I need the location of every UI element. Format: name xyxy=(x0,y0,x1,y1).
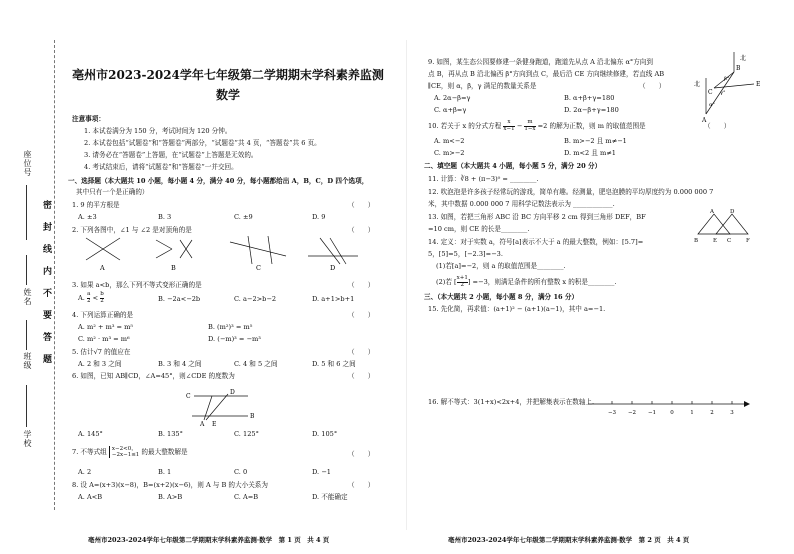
number-line-tick-label: 1 xyxy=(690,410,694,416)
q8-option-c[interactable]: C. A=B xyxy=(234,493,259,501)
q7-option-d[interactable]: D. −1 xyxy=(312,468,331,476)
q9-label-alpha: α° xyxy=(709,102,715,108)
question-5: 5. 估计√7 的值应在 xyxy=(72,348,131,356)
question-12-line-2: 米，其中数据 0.000 000 7 用科学记数法表示为 ____________. xyxy=(428,200,615,208)
q9-label-c: C xyxy=(708,89,713,96)
q5-option-a[interactable]: A. 2 和 3 之间 xyxy=(78,360,122,368)
q5-option-c[interactable]: C. 4 和 5 之间 xyxy=(234,360,278,368)
question-12-line-1: 12. 吹泡泡是许多孩子经常玩的游戏，简单有趣。经测量，肥皂泡膜的平均厚度约为 0.000 000 7 xyxy=(428,188,714,196)
answer-paren-5[interactable]: （ ） xyxy=(348,348,375,356)
q13-label-d: D xyxy=(730,209,735,215)
note-3: 3. 请务必在“答题卷”上答题，在“试题卷”上答题是无效的。 xyxy=(84,151,258,159)
q6-label-b: B xyxy=(250,413,255,420)
question-2: 2. 下列各图中，∠1 与 ∠2 是对顶角的是 xyxy=(72,226,192,234)
q4-option-c[interactable]: C. m² · m³ = m⁶ xyxy=(78,335,130,343)
q3-option-c[interactable]: C. a−2>b−2 xyxy=(234,295,277,303)
q14-part2-prefix: (2)若 xyxy=(436,278,452,286)
subject-title: 数学 xyxy=(215,88,240,102)
page-divider xyxy=(406,40,407,530)
q3-frac-b-den: 2 xyxy=(100,297,104,304)
q8-option-d[interactable]: D. 不能确定 xyxy=(312,493,348,501)
answer-paren-1[interactable]: （ ） xyxy=(348,201,375,209)
q10-frac-1-num: x xyxy=(503,120,514,127)
q13-label-b: B xyxy=(694,238,699,244)
question-3: 3. 如果 a<b，那么下列不等式变形正确的是 xyxy=(72,281,202,289)
q14-frac-num: x+1 xyxy=(456,275,468,281)
answer-paren-2[interactable]: （ ） xyxy=(348,226,375,234)
q3-frac-b-num: b xyxy=(100,291,104,297)
q1-option-d[interactable]: D. 9 xyxy=(312,213,326,221)
section-3-heading: 三、（本大题共 2 小题，每小题 8 分，满分 16 分） xyxy=(424,293,579,301)
q5-option-d[interactable]: D. 5 和 6 之间 xyxy=(312,360,356,368)
q2-figure-a xyxy=(86,238,120,260)
q2-label-a: A xyxy=(100,264,105,272)
q2-figure-c xyxy=(230,236,286,264)
q14-bracket-close: ] xyxy=(467,278,471,286)
q10-frac-2-den: 1−x xyxy=(524,125,536,132)
section-1-subheading: 其中只有一个是正确的） xyxy=(76,188,149,196)
q9-option-d[interactable]: D. 2α−β+γ=180 xyxy=(564,106,619,114)
q8-option-b[interactable]: B. A>B xyxy=(158,493,183,501)
q14-bracket-open: [ xyxy=(454,278,457,286)
answer-paren-10[interactable]: （ ） xyxy=(704,122,731,130)
question-16: 16. 解不等式：3(1+x)<2x+4，并把解集表示在数轴上. xyxy=(428,398,595,406)
question-9-line-3: ∥CE，则 α，β，γ 满足的数量关系是 xyxy=(428,82,537,90)
q10-frac-2-num: m xyxy=(524,120,535,127)
q9-label-b: B xyxy=(736,65,741,72)
q4-option-d[interactable]: D. (−m)³ = −m³ xyxy=(208,335,261,343)
seal-text: 密封线内不要答题 xyxy=(41,200,51,376)
q9-label-gamma: γ° xyxy=(720,90,726,96)
q6-label-a: A xyxy=(200,421,205,428)
question-9-line-2: 点 B，再从点 B 沿北偏西 β°方向到点 C，最后沿 CE 方向继续修建，若直线 AB xyxy=(428,70,665,78)
q9-label-e: E xyxy=(756,81,761,88)
q1-option-a[interactable]: A. ±3 xyxy=(78,213,97,221)
q4-option-a[interactable]: A. m² + m³ = m⁵ xyxy=(78,323,134,331)
q10-option-d[interactable]: D. m<2 且 m≠1 xyxy=(564,149,616,157)
answer-paren-8[interactable]: （ ） xyxy=(348,481,375,489)
question-11: 11. 计算：∛8 + (π−3)⁰ = ________. xyxy=(428,175,539,183)
question-9-line-1: 9. 如图，某生态公园要修建一条健身跑道，跑道先从点 A 沿北偏东 α°方向到 xyxy=(428,58,653,66)
q6-option-b[interactable]: B. 135° xyxy=(158,430,183,438)
school-field[interactable] xyxy=(26,385,27,427)
q10-suffix: =2 的解为正数，则 m 的取值范围是 xyxy=(537,122,646,130)
page-2-footer: 亳州市2023-2024学年七年级第二学期期末学科素养监测·数学 第 2 页 共 4 页 xyxy=(448,536,690,544)
section-2-heading: 二、填空题（本大题共 4 小题，每小题 5 分，满分 20 分） xyxy=(424,162,602,170)
q7-suffix: 的最大整数解是 xyxy=(141,448,188,457)
q2-figure-d xyxy=(308,238,358,264)
q3-lt: < xyxy=(92,294,99,302)
question-14-line-1: 14. 定义：对于实数 a，符号[a]表示不大于 a 的最大整数，例如：[5.7]= xyxy=(428,238,644,246)
q7-prefix: 7. 不等式组 xyxy=(72,448,107,457)
q3-option-a[interactable] xyxy=(78,292,104,304)
q13-label-f: F xyxy=(746,238,750,244)
q10-option-a[interactable]: A. m<−2 xyxy=(434,137,465,145)
exam-title: 亳州市2023-2024学年七年级第二学期期末学科素养监测 xyxy=(72,68,384,82)
school-label: 学校 xyxy=(23,430,32,448)
binding-margin xyxy=(0,0,62,554)
q10-frac-2 xyxy=(524,120,535,132)
question-13-line-2: =10 cm，则 CE 的长是________. xyxy=(428,225,530,233)
q10-option-c[interactable]: C. m>−2 xyxy=(434,149,465,157)
q6-label-d: D xyxy=(230,389,235,396)
question-1: 1. 9 的平方根是 xyxy=(72,201,120,209)
class-label: 班级 xyxy=(23,352,32,370)
question-14-part-2 xyxy=(436,276,616,288)
q7-system-line-1: x−2<0， xyxy=(111,446,137,452)
q14-frac xyxy=(457,276,468,288)
q2-figure-b xyxy=(156,240,192,258)
q9-option-b[interactable]: B. α+β+γ=180 xyxy=(564,94,615,102)
answer-paren-9[interactable]: （ ） xyxy=(639,82,666,90)
number-line-tick-label: 2 xyxy=(710,410,714,416)
q3-option-d[interactable]: D. a+1>b+1 xyxy=(312,295,355,303)
question-14-part-1: (1)若[a]=−2，则 a 的取值范围是________. xyxy=(436,262,566,270)
q6-option-a[interactable]: A. 145° xyxy=(78,430,103,438)
q6-label-c: C xyxy=(186,393,191,400)
question-15: 15. 先化简，再求值：(a+1)² − (a+1)(a−1)，其中 a=−1. xyxy=(428,305,606,313)
q9-north-label-1: 北 xyxy=(740,55,747,62)
question-4: 4. 下列运算正确的是 xyxy=(72,311,134,319)
question-7 xyxy=(72,446,188,458)
note-1: 1. 本试卷满分为 150 分，考试时间为 120 分钟。 xyxy=(84,127,232,135)
q7-system xyxy=(109,446,139,458)
answer-paren-3[interactable]: （ ） xyxy=(348,281,375,289)
q7-system-line-2: −2x−1≤1 xyxy=(111,452,140,459)
number-line-tick-label: −2 xyxy=(627,410,637,416)
q9-north-label-2: 北 xyxy=(694,81,701,88)
q15-answer-space[interactable] xyxy=(428,318,768,388)
note-2: 2. 本试卷包括“试题卷”和“答题卷”两部分，“试题卷”共 4 页，“答题卷”共 6 页。 xyxy=(84,139,321,147)
note-4: 4. 考试结束后，请将“试题卷”和“答题卷”一并交回。 xyxy=(84,163,238,171)
number-line-ticks xyxy=(608,401,734,416)
notes-heading: 注意事项： xyxy=(72,115,105,123)
question-10 xyxy=(428,120,646,132)
q9-option-c[interactable]: C. α+β=γ xyxy=(434,106,467,114)
q3-frac-a-den: 2 xyxy=(86,297,91,304)
q13-label-a: A xyxy=(710,209,714,215)
q6-option-c[interactable]: C. 125° xyxy=(234,430,259,438)
q2-figures xyxy=(68,234,388,272)
seal-line xyxy=(54,40,55,510)
number-line-tick-label: 3 xyxy=(730,410,734,416)
q4-option-b[interactable]: B. (m²)³ = m⁵ xyxy=(208,323,253,331)
q3-frac-a-num: a xyxy=(87,291,91,297)
q9-label-a: A xyxy=(702,117,707,124)
q6-figure xyxy=(186,384,266,428)
question-6: 6. 如图，已知 AB∥CD，∠A=45°，则∠CDE 的度数为 xyxy=(72,372,235,380)
q9-option-a[interactable]: A. 2α−β=γ xyxy=(434,94,471,102)
page-1-footer: 亳州市2023-2024学年七年级第二学期期末学科素养监测·数学 第 1 页 共 4 页 xyxy=(88,536,330,544)
number-line-tick-label: 0 xyxy=(670,410,674,416)
q10-minus: − xyxy=(516,122,523,130)
q1-option-b[interactable]: B. 3 xyxy=(158,213,172,221)
q14-part2-suffix: =−3，则满足条件的所有整数 x 的积是________. xyxy=(472,278,617,286)
q9-label-beta: β° xyxy=(724,76,730,82)
q10-frac-1-den: x−1 xyxy=(503,125,515,132)
q7-option-a[interactable]: A. 2 xyxy=(78,468,92,476)
name-field[interactable] xyxy=(26,255,27,285)
number-line-tick-label: −3 xyxy=(607,410,617,416)
q6-label-e: E xyxy=(212,421,217,428)
q13-figure xyxy=(694,208,764,244)
answer-paren-7[interactable]: （ ） xyxy=(348,450,375,458)
q7-option-c[interactable]: C. 0 xyxy=(234,468,248,476)
q2-label-c: C xyxy=(256,264,261,272)
class-field[interactable] xyxy=(26,320,27,350)
seat-label: 座位号 xyxy=(23,150,32,177)
number-line-arrow xyxy=(744,401,750,407)
q8-option-a[interactable]: A. A<B xyxy=(78,493,103,501)
q10-frac-1 xyxy=(503,120,514,132)
q7-option-b[interactable]: B. 1 xyxy=(158,468,172,476)
q13-label-e: E xyxy=(713,238,718,244)
answer-paren-6[interactable]: （ ） xyxy=(348,372,375,380)
question-8: 8. 设 A=(x+3)(x−8)，B=(x+2)(x−6)，则 A 与 B 的大小关系为 xyxy=(72,481,268,489)
q13-label-c: C xyxy=(727,238,732,244)
q10-option-b[interactable]: B. m>−2 且 m≠−1 xyxy=(564,137,627,145)
q3-frac-a xyxy=(87,292,91,304)
name-label: 姓名 xyxy=(23,288,32,306)
q9-figure xyxy=(692,50,772,124)
number-line-tick-label: −1 xyxy=(647,410,657,416)
q1-option-c[interactable]: C. ±9 xyxy=(234,213,253,221)
question-14-line-2: 5，[5]=5，[−2.3]=−3. xyxy=(428,250,503,258)
q14-frac-den: 2 xyxy=(460,281,464,288)
question-13-line-1: 13. 如图，若把三角形 ABC 沿 BC 方向平移 2 cm 得到三角形 DEF，BF xyxy=(428,213,646,221)
page-2 xyxy=(424,0,776,554)
q3-option-b[interactable]: B. −2a<−2b xyxy=(158,295,201,303)
seat-field[interactable] xyxy=(26,185,27,240)
q3-option-a-label: A. xyxy=(78,294,87,302)
q3-frac-b xyxy=(100,292,104,304)
q6-option-d[interactable]: D. 105° xyxy=(312,430,338,438)
page-1 xyxy=(68,0,388,554)
q16-number-line xyxy=(584,396,754,426)
q10-prefix: 10. 若关于 x 的分式方程 xyxy=(428,122,502,130)
q2-label-d: D xyxy=(330,264,336,272)
answer-paren-4[interactable]: （ ） xyxy=(348,311,375,319)
q2-label-b: B xyxy=(171,264,176,272)
section-1-heading: 一、选择题（本大题共 10 小题，每小题 4 分，满分 40 分，每小题都给出 A，B，C，D 四个选项， xyxy=(68,177,369,185)
q5-option-b[interactable]: B. 3 和 4 之间 xyxy=(158,360,202,368)
